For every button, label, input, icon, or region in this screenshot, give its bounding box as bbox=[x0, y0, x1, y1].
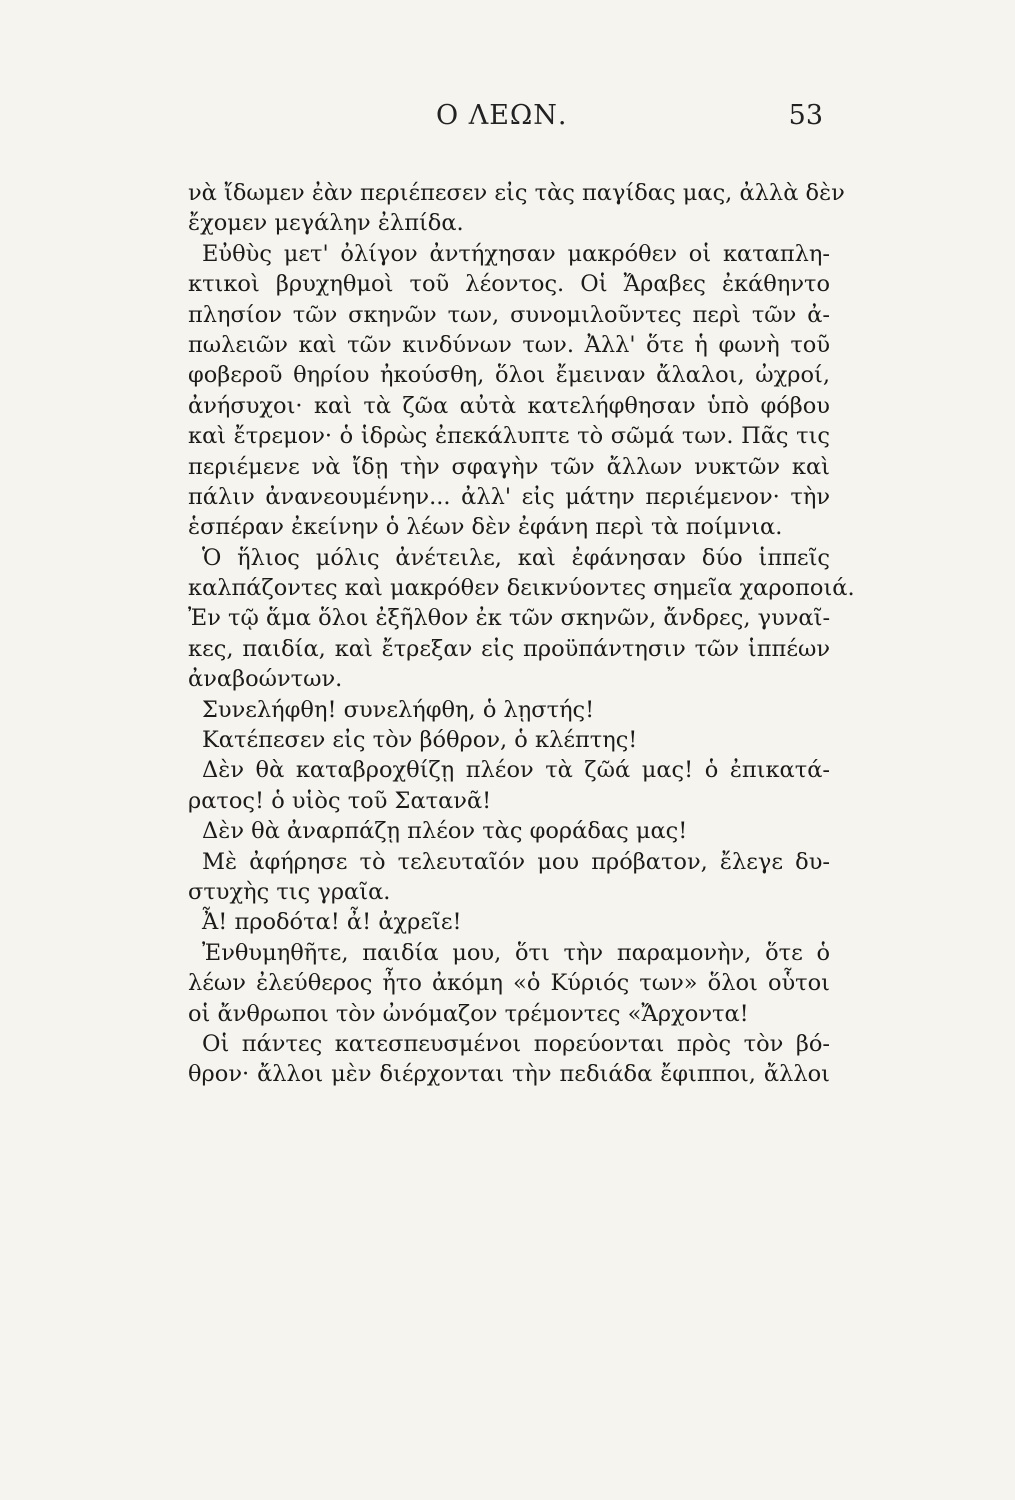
text-line: Δὲν θὰ ἀναρπάζῃ πλέον τὰς φοράδας μας! bbox=[202, 818, 688, 845]
running-title: Ο ΛΕΩΝ. bbox=[436, 100, 568, 131]
text-line: νὰ ἴδωμεν ἐὰν περιέπεσεν εἰς τὰς παγίδας μας, ἀλλὰ δὲν bbox=[188, 180, 845, 206]
body-text bbox=[188, 178, 855, 1090]
text-line: Ἐν τῷ ἅμα ὅλοι ἐξῆλθον ἐκ τῶν σκηνῶν, ἄνδρες, γυναῖ- bbox=[188, 605, 831, 632]
text-line: θρον· ἄλλοι μὲν διέρχονται τὴν πεδιάδα ἔφιπποι, ἄλλοι bbox=[188, 1061, 830, 1088]
text-line: οἱ ἄνθρωποι τὸν ὠνόμαζον τρέμοντες «Ἄρχοντα! bbox=[188, 1000, 749, 1027]
text-line: Δὲν θὰ καταβροχθίζῃ πλέον τὰ ζῶά μας! ὁ ἐπικατά- bbox=[202, 757, 830, 784]
text-line: ἀναβοώντων. bbox=[188, 666, 343, 693]
text-line: καλπάζοντες καὶ μακρόθεν δεικνύοντες σημεῖα χαροποιά. bbox=[188, 575, 855, 602]
text-line: Μὲ ἀφήρησε τὸ τελευταῖόν μου πρόβατον, ἔλεγε δυ- bbox=[202, 848, 830, 875]
text-line: Ἐνθυμηθῆτε, παιδία μου, ὅτι τὴν παραμονὴν, ὅτε ὁ bbox=[202, 939, 830, 966]
text-line: πωλειῶν καὶ τῶν κινδύνων των. Ἀλλ' ὅτε ἡ φωνὴ τοῦ bbox=[188, 331, 830, 358]
text-line: Οἱ πάντες κατεσπευσμένοι πορεύονται πρὸς τὸν βό- bbox=[202, 1030, 830, 1057]
text-line: Συνελήφθη! συνελήφθη, ὁ λῃστής! bbox=[202, 696, 595, 723]
text-line: Ὁ ἥλιος μόλις ἀνέτειλε, καὶ ἐφάνησαν δύο ἱππεῖς bbox=[202, 544, 830, 571]
text-line: καὶ ἔτρεμον· ὁ ἱδρὼς ἐπεκάλυπτε τὸ σῶμά των. Πᾶς τις bbox=[188, 423, 830, 450]
text-line: ἀνήσυχοι· καὶ τὰ ζῶα αὐτὰ κατελήφθησαν ὑπὸ φόβου bbox=[188, 392, 830, 419]
text-line: ἑσπέραν ἐκείνην ὁ λέων δὲν ἐφάνη περὶ τὰ ποίμνια. bbox=[188, 514, 783, 541]
text-line: στυχὴς τις γραῖα. bbox=[188, 878, 391, 905]
text-line: περιέμενε νὰ ἴδῃ τὴν σφαγὴν τῶν ἄλλων νυκτῶν καὶ bbox=[188, 453, 830, 480]
text-line: ἔχομεν μεγάλην ἐλπίδα. bbox=[188, 210, 464, 237]
text-line: Εὐθὺς μετ' ὀλίγον ἀντήχησαν μακρόθεν οἱ καταπλη- bbox=[202, 240, 830, 267]
text-line: πλησίον τῶν σκηνῶν των, συνομιλοῦντες περὶ τῶν ἀ- bbox=[188, 301, 830, 328]
text-line: κες, παιδία, καὶ ἔτρεξαν εἰς προϋπάντησιν τῶν ἱππέων bbox=[188, 635, 830, 662]
text-line: φοβεροῦ θηρίου ἠκούσθη, ὅλοι ἔμειναν ἄλαλοι, ὠχροί, bbox=[188, 362, 830, 389]
page-number: 53 bbox=[788, 100, 823, 131]
text-line: Ἆ! προδότα! ἆ! ἀχρεῖε! bbox=[202, 909, 462, 936]
text-line: κτικοὶ βρυχηθμοὶ τοῦ λέοντος. Οἱ Ἄραβες ἐκάθηντο bbox=[188, 271, 830, 298]
text-line: ρατος! ὁ υἱὸς τοῦ Σατανᾶ! bbox=[188, 787, 492, 814]
running-header bbox=[0, 100, 1015, 140]
text-line: λέων ἐλεύθερος ἦτο ἀκόμη «ὁ Κύριός των» ὅλοι οὗτοι bbox=[188, 970, 830, 997]
text-line: πάλιν ἀνανεουμένην... ἀλλ' εἰς μάτην περιέμενον· τὴν bbox=[188, 483, 830, 510]
text-line: Κατέπεσεν εἰς τὸν βόθρον, ὁ κλέπτης! bbox=[202, 727, 638, 754]
